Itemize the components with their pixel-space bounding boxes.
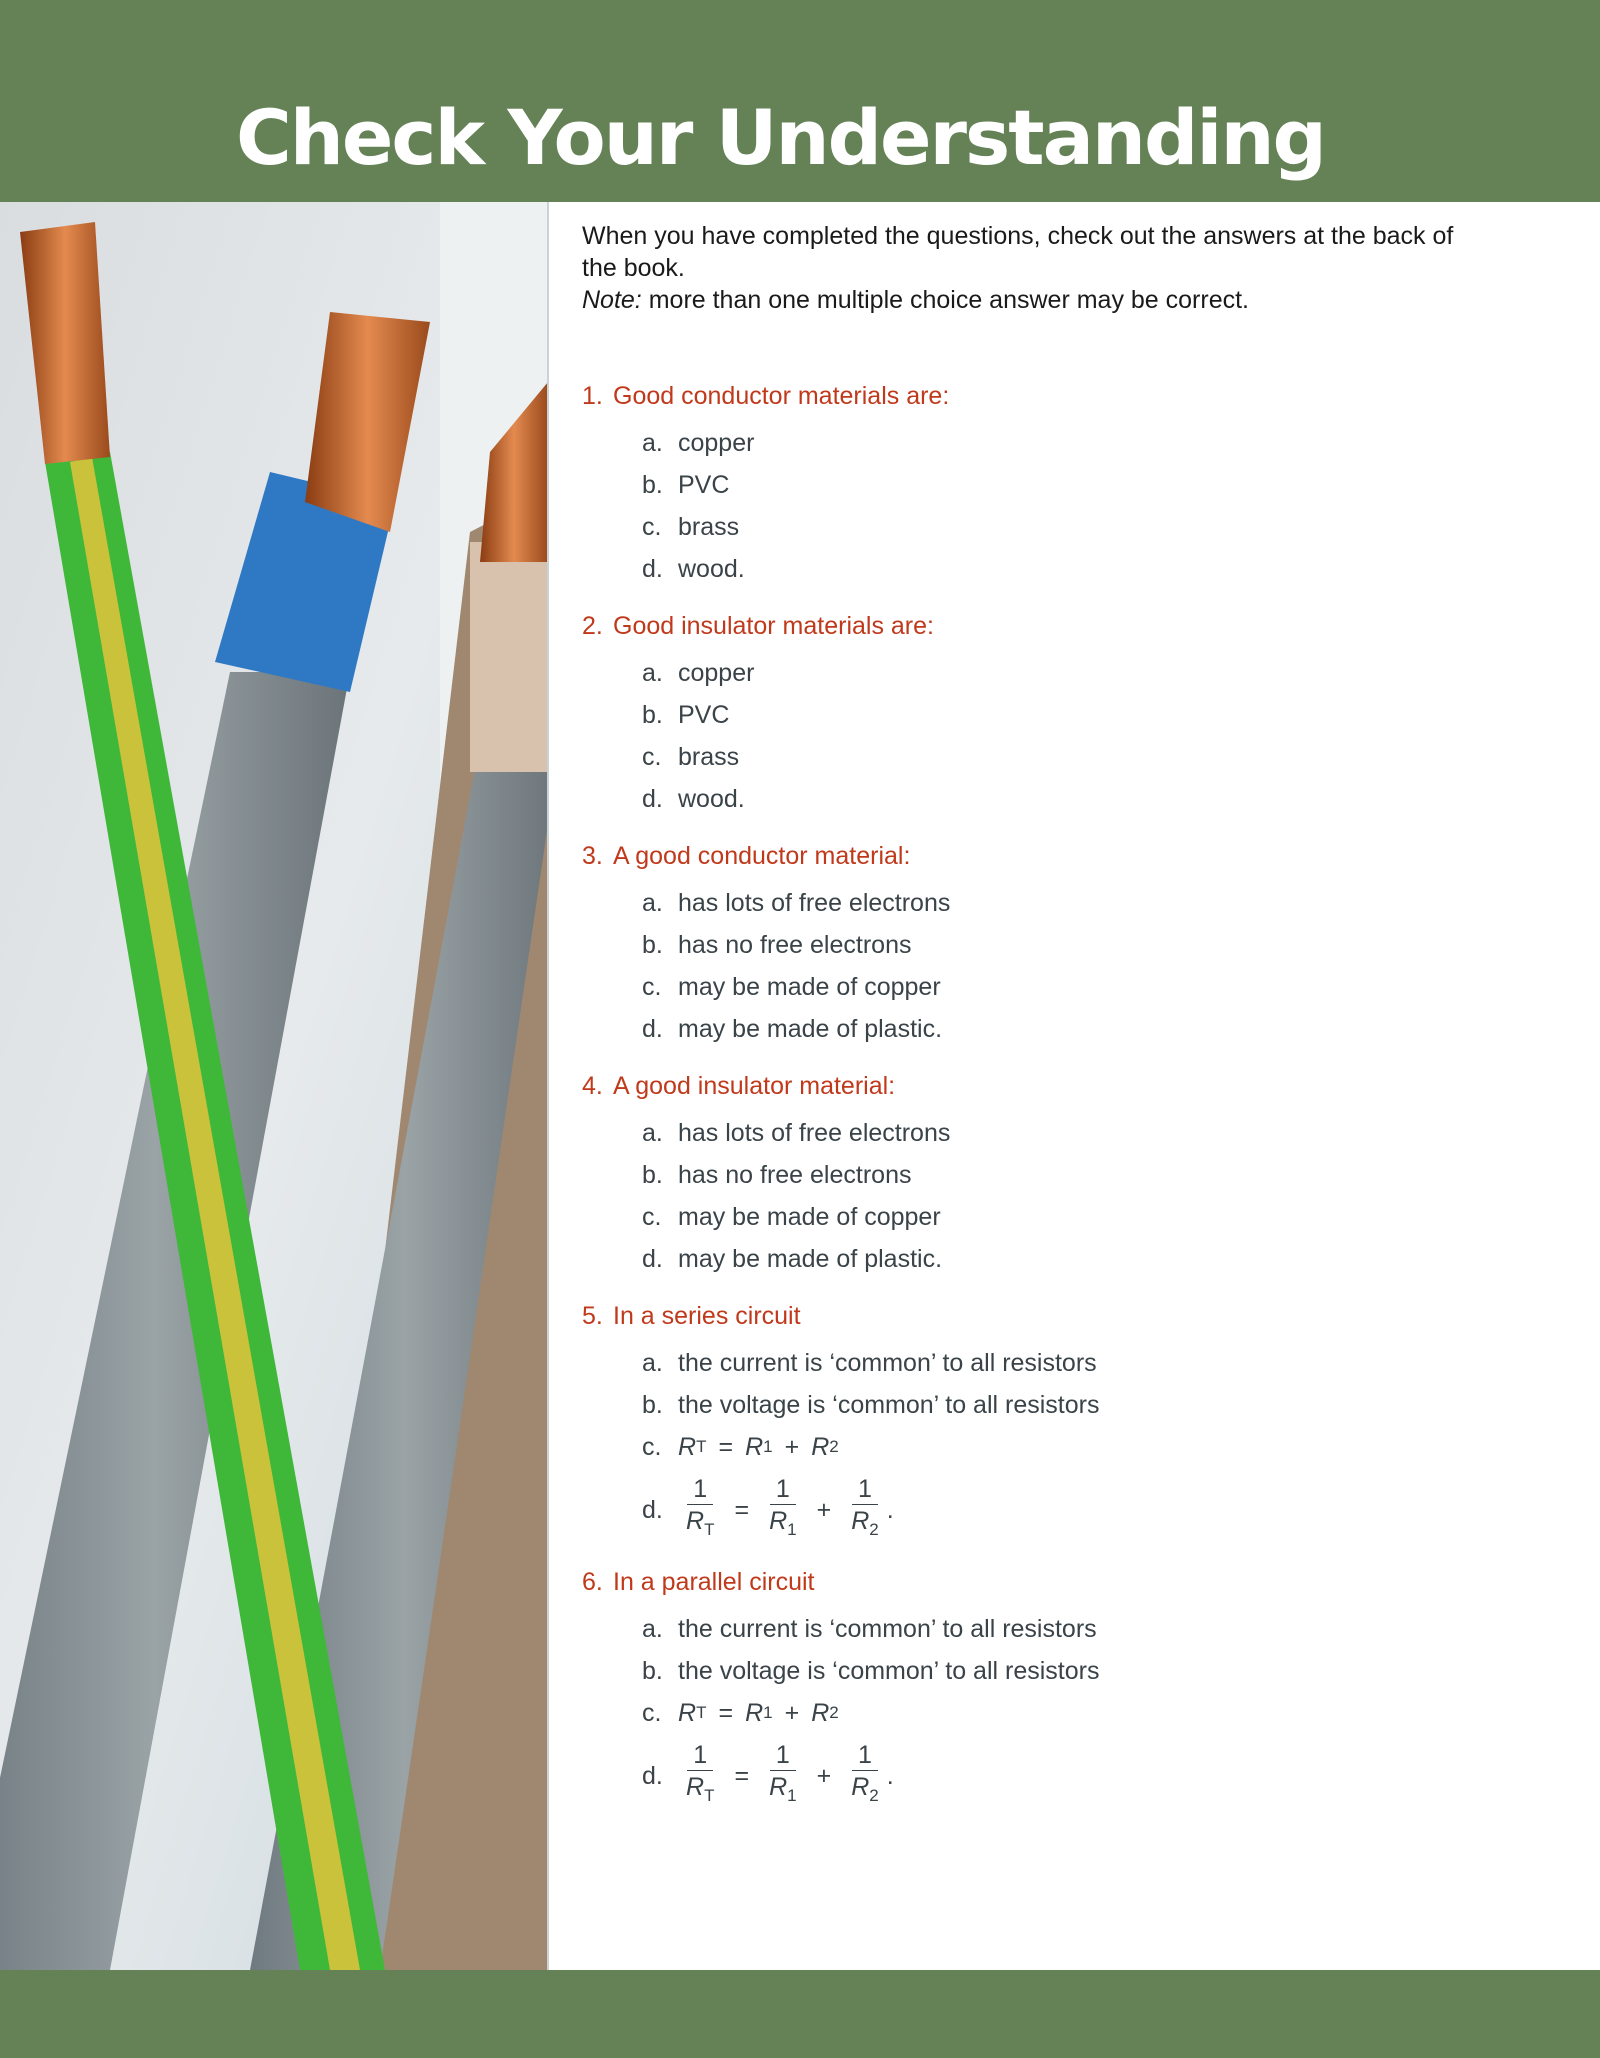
formula-symbol: R: [811, 1433, 830, 1461]
question-text: A good insulator material:: [613, 1072, 896, 1100]
option-text: may be made of copper: [678, 973, 941, 1001]
question-text: Good insulator materials are:: [613, 612, 934, 640]
option-letter: c.: [642, 1433, 662, 1461]
fraction: [680, 1474, 720, 1546]
question-2: [582, 610, 1482, 820]
formula-subscript: T: [696, 1437, 707, 1456]
option-list: [582, 1608, 1482, 1812]
formula-operator: =: [734, 1762, 750, 1790]
option-item: [642, 1154, 1482, 1196]
option-text: the voltage is ‘common’ to all resistors: [678, 1391, 1100, 1419]
footer-band: [0, 1970, 1600, 2058]
fraction: [680, 1740, 720, 1812]
option-letter: d.: [642, 1015, 663, 1043]
cables-illustration: [0, 202, 548, 1970]
formula-symbol: R: [851, 1507, 870, 1535]
option-text: copper: [678, 429, 755, 457]
series-sum-formula: [678, 1697, 839, 1729]
option-letter: d.: [642, 1496, 663, 1524]
intro-text: [582, 220, 1482, 316]
question-number: 3.: [582, 842, 603, 870]
question-3: [582, 840, 1482, 1050]
photo-edge-divider: [547, 202, 549, 1970]
question-list: [582, 380, 1482, 1812]
formula-symbol: R: [851, 1773, 870, 1801]
option-letter: c.: [642, 743, 662, 771]
option-text: the current is ‘common’ to all resistors: [678, 1349, 1097, 1377]
formula-subscript: 1: [763, 1437, 773, 1456]
option-list: [582, 882, 1482, 1050]
formula-symbol: R: [811, 1699, 830, 1727]
option-letter: b.: [642, 471, 663, 499]
option-letter: a.: [642, 889, 663, 917]
option-text: brass: [678, 513, 740, 541]
formula-operator: +: [816, 1762, 832, 1790]
formula-end-punctuation: .: [886, 1762, 894, 1790]
formula-operator: =: [734, 1496, 750, 1524]
option-letter: a.: [642, 1349, 663, 1377]
formula-subscript: T: [704, 1520, 715, 1539]
option-letter: b.: [642, 931, 663, 959]
formula-subscript: 2: [869, 1520, 879, 1539]
formula-symbol: R: [678, 1433, 697, 1461]
option-letter: a.: [642, 1119, 663, 1147]
formula-symbol: R: [769, 1507, 788, 1535]
formula-symbol: R: [686, 1773, 705, 1801]
option-item: [642, 1692, 1482, 1734]
option-list: [582, 422, 1482, 590]
formula-subscript: 2: [869, 1786, 879, 1805]
option-text: PVC: [678, 471, 730, 499]
option-item: [642, 506, 1482, 548]
option-text: has lots of free electrons: [678, 1119, 951, 1147]
option-item: [642, 1196, 1482, 1238]
option-letter: a.: [642, 1615, 663, 1643]
question-number: 6.: [582, 1568, 603, 1596]
option-letter: a.: [642, 659, 663, 687]
option-text: may be made of plastic.: [678, 1015, 943, 1043]
question-4: [582, 1070, 1482, 1280]
formula-operator: +: [816, 1496, 832, 1524]
formula-subscript: 1: [787, 1520, 797, 1539]
option-item: [642, 1474, 1482, 1546]
series-sum-formula: [678, 1431, 839, 1463]
question-prompt: [582, 1070, 1482, 1102]
formula-operator: =: [718, 1699, 734, 1727]
option-text: the current is ‘common’ to all resistors: [678, 1615, 1097, 1643]
fraction: [763, 1740, 803, 1812]
note-text: more than one multiple choice answer may be correct.: [641, 286, 1249, 314]
formula-symbol: R: [686, 1507, 705, 1535]
question-1: [582, 380, 1482, 590]
formula-end-punctuation: .: [886, 1496, 894, 1524]
option-text: wood.: [678, 785, 745, 813]
option-item: [642, 924, 1482, 966]
option-list: [582, 1342, 1482, 1546]
option-item: [642, 1238, 1482, 1280]
reciprocal-sum-formula: [678, 1740, 894, 1812]
option-item: [642, 422, 1482, 464]
option-item: [642, 694, 1482, 736]
option-text: copper: [678, 659, 755, 687]
question-number: 1.: [582, 382, 603, 410]
option-item: [642, 882, 1482, 924]
formula-symbol: R: [745, 1433, 764, 1461]
fraction-numerator: 1: [770, 1740, 796, 1771]
question-6: [582, 1566, 1482, 1812]
fraction-numerator: 1: [687, 1474, 713, 1505]
formula-operator: +: [784, 1433, 800, 1461]
header-band: [0, 0, 1600, 202]
option-list: [582, 652, 1482, 820]
fraction-denominator: [763, 1505, 803, 1546]
option-item: [642, 1608, 1482, 1650]
option-text: may be made of plastic.: [678, 1245, 943, 1273]
option-letter: b.: [642, 701, 663, 729]
fraction-denominator: [845, 1771, 885, 1812]
cables-photo: [0, 202, 548, 1970]
option-text: wood.: [678, 555, 745, 583]
option-item: [642, 778, 1482, 820]
option-text: brass: [678, 743, 740, 771]
option-letter: c.: [642, 1203, 662, 1231]
formula-symbol: R: [678, 1699, 697, 1727]
fraction-numerator: 1: [852, 1740, 878, 1771]
option-text: PVC: [678, 701, 730, 729]
option-letter: a.: [642, 429, 663, 457]
question-5: [582, 1300, 1482, 1546]
option-item: [642, 1650, 1482, 1692]
formula-operator: +: [784, 1699, 800, 1727]
option-text: has no free electrons: [678, 1161, 912, 1189]
option-letter: d.: [642, 1762, 663, 1790]
question-prompt: [582, 610, 1482, 642]
formula-subscript: 1: [787, 1786, 797, 1805]
option-letter: c.: [642, 513, 662, 541]
reciprocal-sum-formula: [678, 1474, 894, 1546]
question-text: A good conductor material:: [613, 842, 911, 870]
option-list: [582, 1112, 1482, 1280]
question-number: 4.: [582, 1072, 603, 1100]
formula-subscript: T: [696, 1703, 707, 1722]
question-text: In a parallel circuit: [613, 1568, 815, 1596]
question-prompt: [582, 1300, 1482, 1332]
formula-operator: =: [718, 1433, 734, 1461]
option-letter: c.: [642, 1699, 662, 1727]
question-prompt: [582, 1566, 1482, 1598]
page-title: Check Your Understanding: [236, 93, 1325, 182]
fraction-numerator: 1: [852, 1474, 878, 1505]
question-text: In a series circuit: [613, 1302, 801, 1330]
fraction: [763, 1474, 803, 1546]
option-letter: d.: [642, 1245, 663, 1273]
option-text: has no free electrons: [678, 931, 912, 959]
option-item: [642, 464, 1482, 506]
option-letter: b.: [642, 1161, 663, 1189]
option-item: [642, 652, 1482, 694]
option-letter: b.: [642, 1657, 663, 1685]
question-number: 5.: [582, 1302, 603, 1330]
option-item: [642, 548, 1482, 590]
option-item: [642, 736, 1482, 778]
intro-instruction: When you have completed the questions, check out the answers at the back of the book.: [582, 222, 1454, 282]
option-text: the voltage is ‘common’ to all resistors: [678, 1657, 1100, 1685]
option-item: [642, 1008, 1482, 1050]
option-item: [642, 1112, 1482, 1154]
option-letter: d.: [642, 785, 663, 813]
option-letter: d.: [642, 555, 663, 583]
fraction-denominator: [680, 1505, 720, 1546]
option-letter: b.: [642, 1391, 663, 1419]
option-item: [642, 1384, 1482, 1426]
formula-subscript: 1: [763, 1703, 773, 1722]
formula-subscript: 2: [829, 1703, 839, 1722]
formula-symbol: R: [769, 1773, 788, 1801]
option-letter: c.: [642, 973, 662, 1001]
fraction-numerator: 1: [770, 1474, 796, 1505]
fraction-denominator: [763, 1771, 803, 1812]
question-text: Good conductor materials are:: [613, 382, 950, 410]
fraction-denominator: [845, 1505, 885, 1546]
question-prompt: [582, 840, 1482, 872]
formula-symbol: R: [745, 1699, 764, 1727]
fraction: [845, 1474, 885, 1546]
option-item: [642, 1740, 1482, 1812]
questions-content: [582, 220, 1482, 1832]
option-item: [642, 966, 1482, 1008]
fraction: [845, 1740, 885, 1812]
question-number: 2.: [582, 612, 603, 640]
intro-note: [582, 284, 1482, 316]
formula-subscript: 2: [829, 1437, 839, 1456]
fraction-numerator: 1: [687, 1740, 713, 1771]
option-item: [642, 1342, 1482, 1384]
note-label: Note:: [582, 286, 642, 314]
option-item: [642, 1426, 1482, 1468]
question-prompt: [582, 380, 1482, 412]
formula-subscript: T: [704, 1786, 715, 1805]
option-text: may be made of copper: [678, 1203, 941, 1231]
fraction-denominator: [680, 1771, 720, 1812]
option-text: has lots of free electrons: [678, 889, 951, 917]
